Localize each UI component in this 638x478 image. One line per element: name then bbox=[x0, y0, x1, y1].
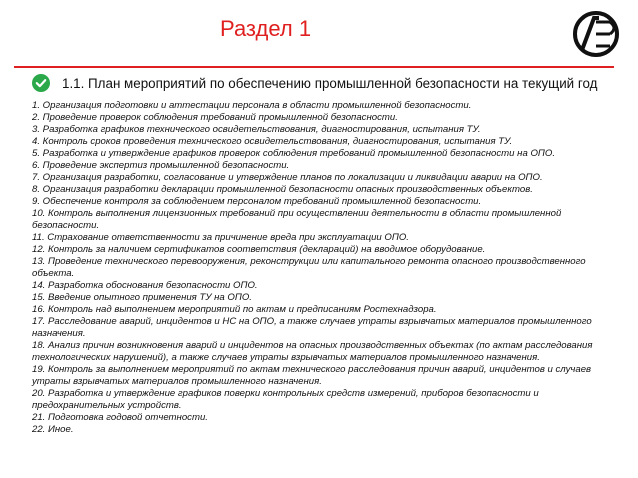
measures-list bbox=[32, 100, 618, 436]
list-item: 6. Проведение экспертиз промышленной безопасности. bbox=[32, 160, 290, 171]
list-item: 4. Контроль сроков проведения технического освидетельствования, диагностирования, испытания ТУ. bbox=[32, 136, 513, 147]
list-item: 18. Анализ причин возникновения аварий и инцидентов на опасных производственных объектах (по актам расследования технологических нарушений), а также случаев утраты взрывчатых материалов промышленного назначения. bbox=[32, 340, 593, 363]
list-item: 20. Разработка и утверждение графиков поверки контрольных средств измерений, приборов безопасности и предохранительных устройств. bbox=[32, 388, 539, 411]
header-divider bbox=[14, 66, 614, 68]
list-item: 21. Подготовка годовой отчетности. bbox=[32, 412, 208, 423]
list-item: 5. Разработка и утверждение графиков проверок соблюдения требований промышленной безопасности на ОПО. bbox=[32, 148, 555, 159]
list-item: 7. Организация разработки, согласование и утверждение планов по локализации и ликвидации аварии на ОПО. bbox=[32, 172, 543, 183]
list-item: 10. Контроль выполнения лицензионных требований при осуществлении деятельности в области промышленной безопасности. bbox=[32, 208, 562, 231]
list-item: 9. Обеспечение контроля за соблюдением персоналом требований промышленной безопасности. bbox=[32, 196, 482, 207]
list-item: 22. Иное. bbox=[32, 424, 74, 435]
list-item: 19. Контроль за выполнением мероприятий по актам технического расследования причин аварий, инцидентов и случаев утраты взрывчатых материалов промышленного назначения. bbox=[32, 364, 592, 387]
list-item: 17. Расследование аварий, инцидентов и НС на ОПО, а также случаев утраты взрывчатых материалов промышленного назначения. bbox=[32, 316, 592, 339]
list-item: 13. Проведение технического перевооружения, реконструкции или капитального ремонта опасного производственного объекта. bbox=[32, 256, 586, 279]
list-item: 12. Контроль за наличием сертификатов соответствия (деклараций) на вводимое оборудование. bbox=[32, 244, 486, 255]
list-item: 16. Контроль над выполнением мероприятий по актам и предписаниям Ростехнадзора. bbox=[32, 304, 437, 315]
list-item: 3. Разработка графиков технического освидетельствования, диагностирования, испытания ТУ. bbox=[32, 124, 481, 135]
list-item: 2. Проведение проверок соблюдения требований промышленной безопасности. bbox=[32, 112, 398, 123]
list-item: 11. Страхование ответственности за причинение вреда при эксплуатации ОПО. bbox=[32, 232, 409, 243]
list-item: 8. Организация разработки декларации промышленной безопасности опасных производственных объектов. bbox=[32, 184, 533, 195]
list-item: 14. Разработка обоснования безопасности ОПО. bbox=[32, 280, 258, 291]
list-item: 1. Организация подготовки и аттестации персонала в области промышленной безопасности. bbox=[32, 100, 472, 111]
subsection-title: 1.1. План мероприятий по обеспечению промышленной безопасности на текущий год bbox=[62, 75, 598, 91]
subsection-heading bbox=[32, 72, 597, 94]
list-item: 15. Введение опытного применения ТУ на ОПО. bbox=[32, 292, 252, 303]
company-logo-icon bbox=[572, 10, 620, 58]
check-circle-icon bbox=[32, 74, 50, 92]
section-title: Раздел 1 bbox=[220, 16, 312, 41]
